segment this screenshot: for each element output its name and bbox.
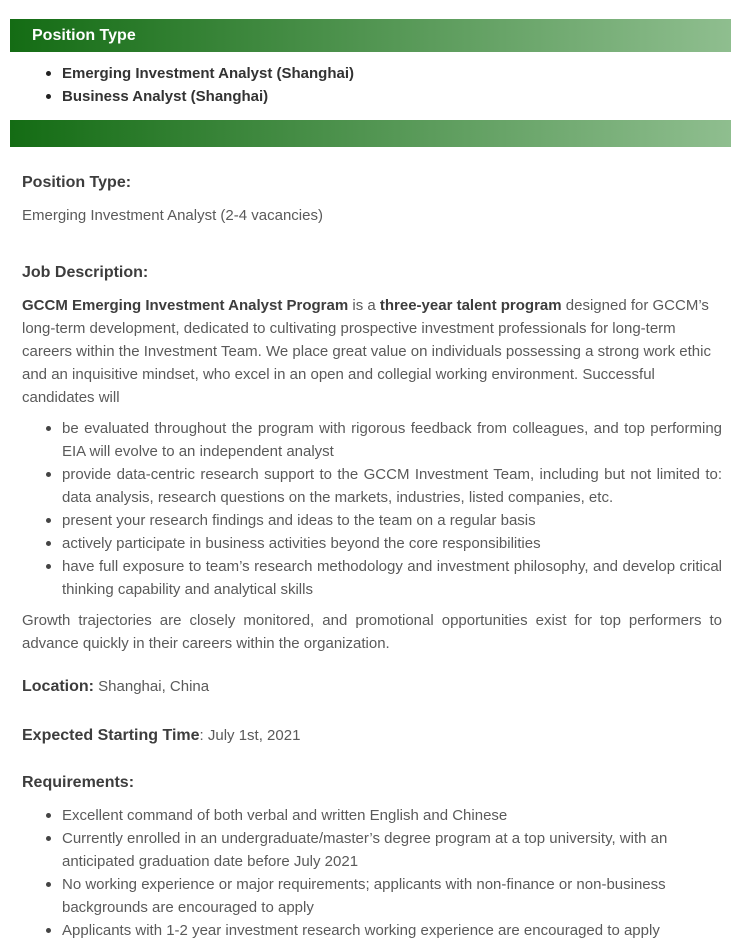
duty-list-item: have full exposure to team’s research methodology and investment philosophy, and develop critical thinking capability and analytical skills	[62, 555, 722, 601]
program-name-bold: GCCM Emerging Investment Analyst Program	[22, 297, 349, 314]
intro-text-1: is a	[348, 297, 380, 314]
requirements-list	[22, 804, 722, 942]
job-description-heading: Job Description:	[22, 264, 149, 281]
location-label: Location:	[22, 678, 94, 695]
duties-list	[22, 417, 722, 601]
requirement-list-item: Applicants with 1-2 year investment research working experience are encouraged to apply	[62, 919, 722, 942]
job-posting-content	[22, 173, 722, 942]
duty-list-item: actively participate in business activities beyond the core responsibilities	[62, 532, 722, 555]
location-line	[22, 675, 722, 698]
location-value: Shanghai, China	[98, 678, 210, 695]
duty-list-item: present your research findings and ideas to the team on a regular basis	[62, 509, 722, 532]
position-type-banner	[10, 19, 731, 52]
position-list-item: Business Analyst (Shanghai)	[62, 85, 722, 108]
top-positions-list	[22, 62, 722, 108]
job-description-intro	[22, 294, 722, 409]
position-type-value: Emerging Investment Analyst (2-4 vacancies)	[22, 207, 323, 224]
position-list-item: Emerging Investment Analyst (Shanghai)	[62, 62, 722, 85]
duty-list-item: be evaluated throughout the program with rigorous feedback from colleagues, and top performing EIA will evolve to an independent analyst	[62, 417, 722, 463]
talent-program-bold: three-year talent program	[379, 297, 562, 314]
requirement-list-item: Excellent command of both verbal and written English and Chinese	[62, 804, 722, 827]
position-type-heading: Position Type:	[22, 174, 132, 191]
divider-banner	[10, 120, 731, 147]
requirement-list-item: No working experience or major requirements; applicants with non-finance or non-business backgrounds are encouraged to apply	[62, 873, 722, 919]
job-description-outro: Growth trajectories are closely monitored, and promotional opportunities exist for top performers to advance quickly in their careers within the organization.	[22, 612, 722, 652]
requirement-list-item: Currently enrolled in an undergraduate/master’s degree program at a top university, with an anticipated graduation date before July 2021	[62, 827, 722, 873]
intro-text-2: designed for GCCM’s long-term development, dedicated to cultivating prospective investment professionals for long-term careers within the Investment Team. We place great value on individuals possessing a strong work ethic and an inquisitive mindset, who excel in an open and collegial working environment. Successful candidates will	[22, 297, 711, 406]
requirements-heading: Requirements:	[22, 774, 135, 791]
starting-time-line	[22, 724, 722, 747]
starting-time-value: : July 1st, 2021	[199, 727, 301, 744]
duty-list-item: provide data-centric research support to the GCCM Investment Team, including but not limited to: data analysis, research questions on the markets, industries, listed companies, etc.	[62, 463, 722, 509]
starting-time-label: Expected Starting Time	[22, 727, 200, 744]
banner-title: Position Type	[32, 27, 136, 44]
